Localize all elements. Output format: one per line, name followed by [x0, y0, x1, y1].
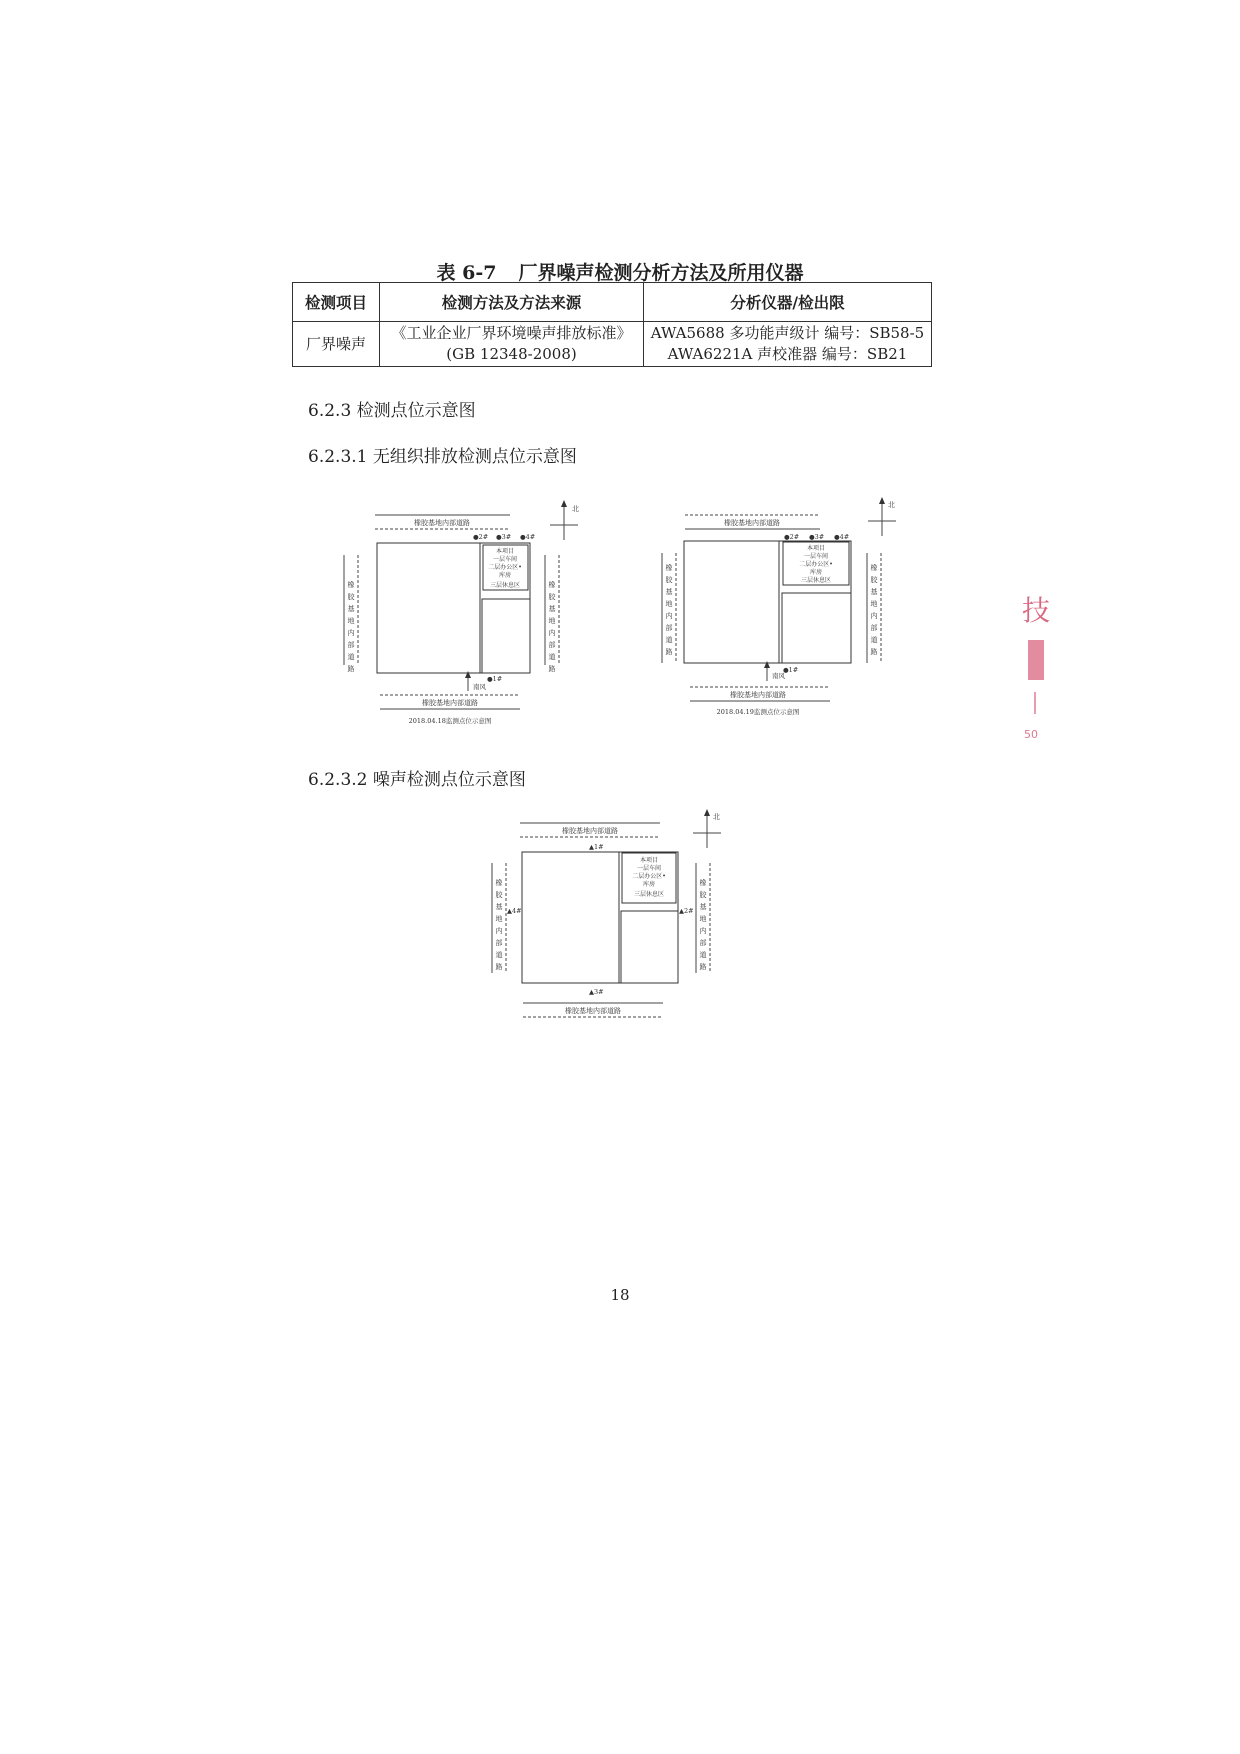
point-1: ●1# — [783, 666, 799, 674]
road-label-left: 橡胶基地内部道路 — [347, 581, 355, 673]
method-line-2: (GB 12348-2008) — [446, 345, 577, 363]
north-label: 北 — [888, 501, 895, 509]
method-line-1: 《工业企业厂界环境噪声排放标准》 — [391, 324, 632, 342]
table-header-row — [293, 283, 932, 322]
road-label-bottom: 橡胶基地内部道路 — [730, 691, 786, 699]
noise-point-1: ▲1# — [589, 843, 604, 851]
instrument-line-1: AWA5688 多功能声级计 编号：SB58-5 — [650, 324, 925, 342]
north-arrow-icon — [704, 809, 710, 816]
table-caption — [0, 258, 1240, 285]
building-label: 本项目一层车间二层办公区•库房三层休息区 — [799, 545, 833, 584]
noise-point-2: ▲2# — [679, 907, 694, 915]
header-instrument: 分析仪器/检出限 — [644, 283, 932, 322]
cell-instrument — [644, 322, 932, 367]
wind-label: 南风 — [473, 683, 486, 691]
noise-diagram — [485, 805, 735, 1025]
road-label-right: 橡胶基地内部道路 — [870, 564, 878, 656]
road-label-bottom: 橡胶基地内部道路 — [422, 699, 478, 707]
diagram-caption-left: 2018.04.18监测点位示意图 — [408, 717, 492, 725]
header-method: 检测方法及方法来源 — [380, 283, 644, 322]
table-number: 表 6-7 — [436, 262, 497, 284]
road-label-right: 橡胶基地内部道路 — [548, 581, 556, 673]
building-label: 本项目一层车间二层办公区•库房三层休息区 — [488, 548, 522, 589]
wind-arrow-icon — [465, 671, 471, 678]
point-4: ●4# — [520, 533, 536, 541]
cell-method — [380, 322, 644, 367]
road-label-bottom: 橡胶基地内部道路 — [565, 1007, 621, 1015]
point-4: ●4# — [834, 533, 850, 541]
wind-label: 南风 — [772, 672, 785, 680]
road-label-top: 橡胶基地内部道路 — [562, 827, 618, 835]
air-diagram-0419 — [645, 495, 905, 730]
wind-arrow-icon — [764, 661, 770, 668]
table-title: 厂界噪声检测分析方法及所用仪器 — [518, 262, 804, 284]
road-label-left: 橡胶基地内部道路 — [495, 879, 503, 971]
north-label: 北 — [572, 505, 579, 513]
road-label-right: 橡胶基地内部道路 — [699, 879, 707, 971]
road-label-left: 橡胶基地内部道路 — [665, 564, 673, 656]
heading-6-2-3-2: 6.2.3.2 噪声检测点位示意图 — [308, 770, 526, 790]
building-label: 本项目一层车间二层办公区•库房三层休息区 — [632, 857, 666, 898]
heading-6-2-3: 6.2.3 检测点位示意图 — [308, 401, 476, 421]
method-table — [292, 282, 932, 367]
stamp-fragment — [1020, 580, 1050, 750]
north-label: 北 — [713, 813, 720, 821]
svg-text:技: 技 — [1022, 594, 1050, 627]
header-item: 检测项目 — [293, 283, 380, 322]
point-2: ●2# — [473, 533, 489, 541]
table-row — [293, 322, 932, 367]
diagram-caption-right: 2018.04.19监测点位示意图 — [716, 708, 800, 716]
air-diagram-0418 — [330, 495, 590, 730]
noise-point-3: ▲3# — [589, 988, 604, 996]
point-3: ●3# — [809, 533, 825, 541]
cell-item: 厂界噪声 — [293, 322, 380, 367]
road-label-top: 橡胶基地内部道路 — [724, 519, 780, 527]
svg-text:50: 50 — [1024, 728, 1038, 741]
page-number: 18 — [610, 1286, 630, 1304]
road-label-top: 橡胶基地内部道路 — [414, 519, 470, 527]
point-3: ●3# — [496, 533, 512, 541]
point-2: ●2# — [784, 533, 800, 541]
instrument-line-2: AWA6221A 声校准器 编号：SB21 — [667, 345, 908, 363]
noise-point-4: ▲4# — [507, 907, 522, 915]
heading-6-2-3-1: 6.2.3.1 无组织排放检测点位示意图 — [308, 447, 577, 467]
north-arrow-icon — [879, 497, 885, 504]
north-arrow-icon — [561, 500, 567, 507]
point-1: ●1# — [487, 675, 503, 683]
